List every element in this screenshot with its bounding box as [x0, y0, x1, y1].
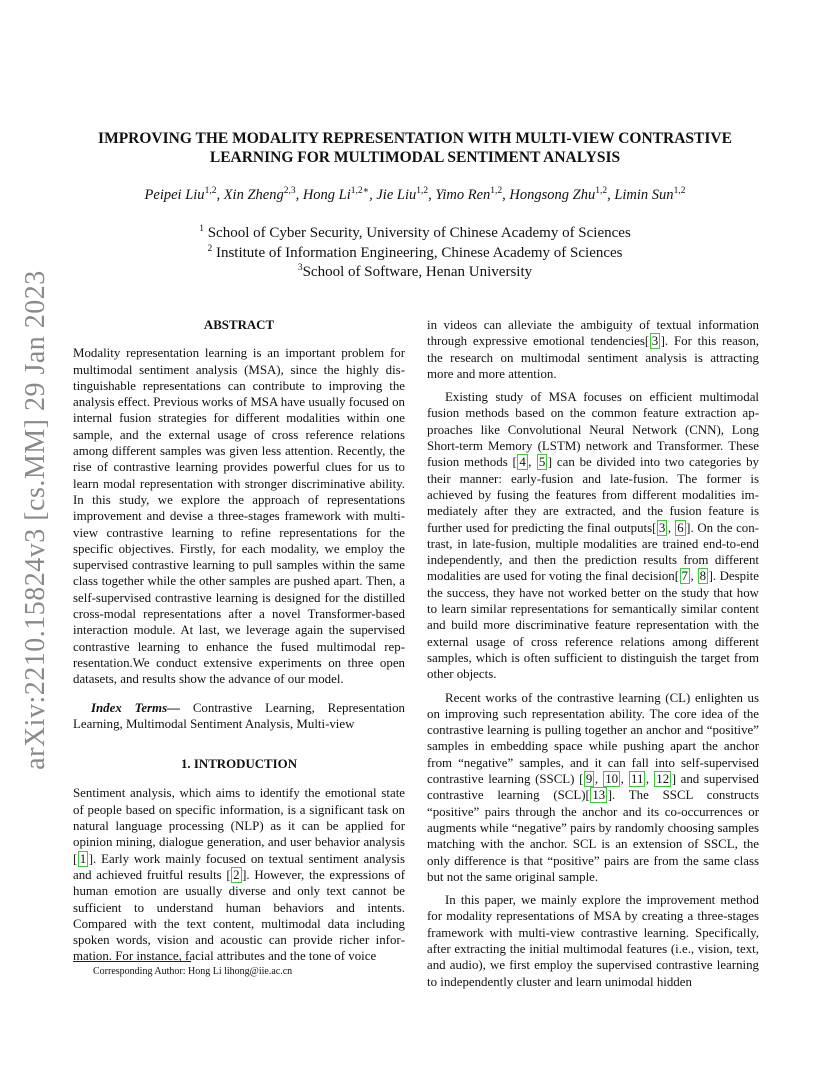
author-list: Peipei Liu$^{1,2}$, Xin Zheng$^{2,3}$, Hong $Li^{1,2∗}$, Jie Liu$^{1,2}$, Yimo Ren$^{1,2}$, Hongsong Zhu$^{1,2}$, Limin Sun$^{1,2}$ [144, 186, 686, 203]
citation-link[interactable]: 6 [677, 520, 684, 535]
left-column [73, 317, 405, 965]
arxiv-identifier-stamp [14, 270, 58, 770]
body-paragraph: In this paper, we mainly explore the improvement method for modality representations of MSA by creating a three-stages framework with multi-view contrastive learning. Specifically, after extracting the initial multimodal features (i.e., vision, text, and audio), we first employ the supervised contrastive learning to independently cluster and learn unimodal hidden [427, 893, 759, 989]
author: Yimo Ren$^{1,2}$ [435, 186, 503, 203]
author: Hong $Li^{1,2∗}$ [302, 186, 370, 203]
corresponding-author-footnote: Corresponding Author: Hong Li lihong@iie.ac.cn [93, 966, 293, 977]
citation-link[interactable]: 10 [605, 772, 619, 787]
author: Jie Liu$^{1,2}$ [376, 186, 429, 203]
body-paragraph: Existing study of MSA focuses on efficient multimodal fusion methods based on the common feature extraction approaches like Convolutional Neural Network (CNN), Long Short-term Memory (LSTM) network and Transformer. These fusion methods [ 4 , 5 ] can be divided into two categories by their manner: early-fusion and late-fusion. The former is achieved by fusing the features from different modalities immediately after they are extracted, and the fusion feature is further used for predicting the final outputs[ 3 , 6 ]. On the contrast, in late-fusion, multiple modalities are trained end-to-end independently, and then the prediction results from different modalities are used for voting the final decision[ 7 , 8 ]. Despite the success, they have not worked better on the study that how to learn similar representations for semantically similar content and build more discriminative feature representation with the external usage of cross reference relations among different samples, which is often sufficient to distinguish the target from other objects. [427, 390, 759, 682]
arxiv-identifier-text: arXiv:2210.15824v3 [cs.MM] 29 Jan 2023 [20, 270, 51, 770]
author: Peipei Liu$^{1,2}$ [144, 186, 217, 203]
author: Xin Zheng$^{2,3}$ [223, 186, 296, 203]
abstract-heading: ABSTRACT [203, 318, 275, 332]
citation-link[interactable]: 9 [585, 772, 593, 787]
author: Limin Sun$^{1,2}$ [614, 186, 686, 203]
introduction-heading: 1. INTRODUCTION [180, 757, 298, 772]
citation-link[interactable]: 7 [681, 569, 688, 584]
citation-link[interactable]: 12 [656, 772, 670, 787]
citation-link[interactable]: 11 [631, 772, 644, 787]
index-terms-list: Contrastive Learning, Representation Learning, Multimodal Sentiment Analysis, Multi-view [73, 700, 405, 731]
affiliation-3: $^3$School of Software, Henan University [297, 263, 533, 280]
body-paragraph: Recent works of the contrastive learning (CL) enlighten us on improving such representation ability. The core idea of the contrastive learning is pulling together an anchor and “positive” samples in embedding space while pushing apart the anchor from “negative” samples, and it can fall into self-supervised contrastive learning (SSCL) [ 9 , 10 , 11 , 12 ] and supervised contrastive learning (SCL)[ 13 ]. The SSCL constructs “positive” pairs through the anchor and its co-occurrences or augments while “negative” pairs by randomly choosing samples matching with the anchor. SCL is an extension of SSCL, the only difference is that “positive” pairs are from the same class but not the same original sample. [427, 690, 760, 884]
body-paragraph: in videos can alleviate the ambiguity of textual information through expressive emotional tendencies[ 3 ]. For this reason, the research on multimodal sentiment analysis is attracting more and more attention. [427, 318, 759, 381]
citation-link[interactable]: 8 [699, 569, 707, 584]
citation-link[interactable]: 13 [592, 788, 606, 803]
abstract-text: Modality representation learning is an important problem for multimodal sentiment analysis (MSA), since the highly distinguishable representations can contribute to improving the analysis effect. Previous works of MSA have usually focused on internal fusion strategies for different modalities within one sample, and the external usage of cross reference relations among different samples was given less attention. Recently, the rise of contrastive learning provides powerful clues for us to learn modal representation with stronger discriminative ability. In this study, we explore the approach of representations improvement and devise a three-stages framework with multi-view contrastive learning to refine representations for the specific objectives. Firstly, for each modality, we employ the supervised contrastive learning to pull samples within the same class together while the other samples are pushed apart. Then, a self-supervised contrastive learning is designed for the distilled cross-modal representations after a novel Transformer-based interaction module. At last, we leverage again the supervised contrastive learning to enhance the fused multimodal representation.We conduct extensive experiments on three open datasets, and results show the advance of our model. [73, 346, 405, 687]
citation-link[interactable]: 2 [233, 867, 240, 882]
footnote-rule [73, 961, 191, 962]
affiliation-2: $^2$ Institute of Information Engineering, Chinese Academy of Sciences [207, 244, 623, 261]
index-terms [73, 700, 405, 733]
citation-link[interactable]: 4 [519, 455, 526, 470]
index-terms-label: Index Terms— [91, 700, 180, 715]
affiliation-1: $^1$ School of Cyber Security, University of Chinese Academy of Sciences [199, 224, 631, 241]
citation-link[interactable]: 1 [79, 851, 87, 866]
citation-link[interactable]: 5 [538, 455, 546, 470]
introduction-paragraph: Sentiment analysis, which aims to identify the emotional state of people based on specific information, is a significant task on natural language processing (NLP) as it can be applied for opinion mining, dialogue generation, and user behavior analysis [ 1 ]. Early work mainly focused on textual sentiment analysis and achieved fruitful results [ 2 ]. However, the expressions of human emotion are usually diverse and only text cannot be sufficient to understand human behaviors and intents. Compared with the text content, multimodal data including spoken words, vision and acoustic can provide richer information. For instance, facial attributes and the tone of voice [73, 786, 405, 964]
paper-title-line-2: LEARNING FOR MULTIMODAL SENTIMENT ANALYSIS [209, 149, 621, 166]
author: Hongsong Zhu$^{1,2}$ [509, 186, 608, 203]
paper-title-line-1: IMPROVING THE MODALITY REPRESENTATION WITH MULTI-VIEW CONTRASTIVE [98, 130, 732, 147]
citation-link[interactable]: 3 [658, 520, 666, 535]
citation-link[interactable]: 3 [651, 334, 659, 349]
paper-title [70, 129, 760, 167]
right-column [427, 317, 759, 990]
